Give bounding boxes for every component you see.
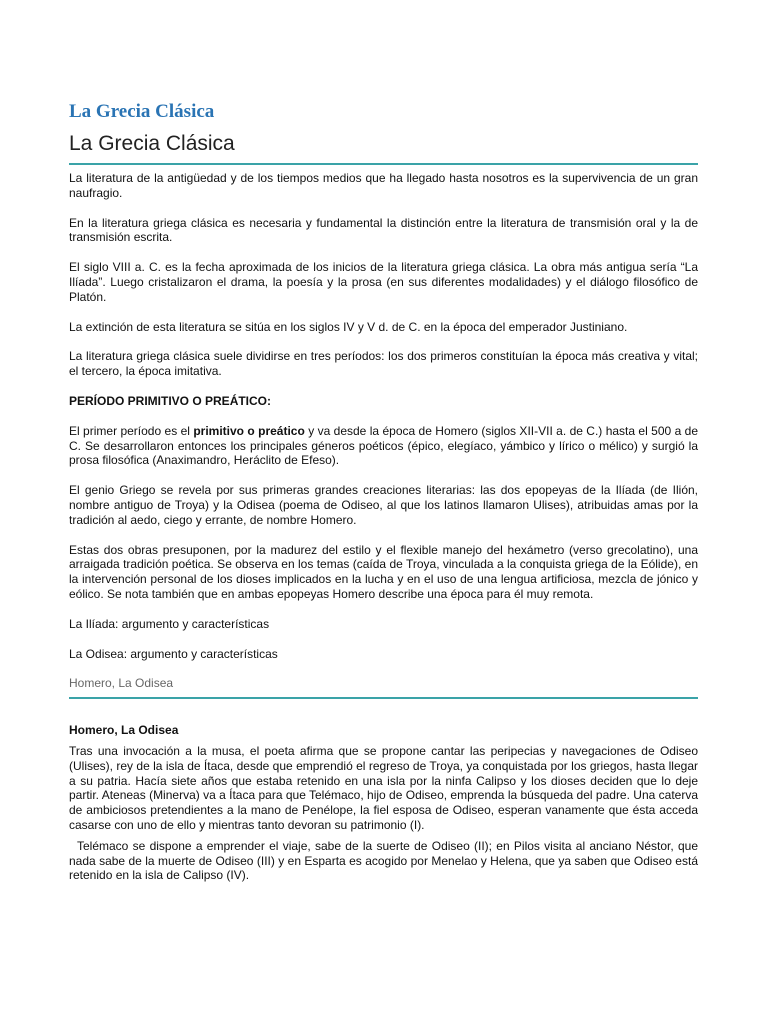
paragraph-intro: La literatura de la antigüedad y de los tiempos medios que ha llegado hasta nosotros es la supervivencia de un gran naufragio. [69,171,698,200]
heading-homero-odisea: Homero, La Odisea [69,723,179,738]
link-odisea[interactable]: La Odisea: argumento y características [69,646,278,661]
document-title: La Grecia Clásica [69,101,215,122]
paragraph-telemaco: Telémaco se dispone a emprender el viaje, sabe de la suerte de Odiseo (II); en Pilos visita al anciano Néstor, que nada sabe de la muerte de Odiseo (III) y en Esparta es acogido por Menelao y Helena, que ya saben que Odiseo está retenido en la isla de Calipso (IV). [69,838,698,883]
paragraph-extincion: La extinción de esta literatura se sitúa en los siglos IV y V d. de C. en la época del emperador Justiniano. [69,319,628,334]
bold-term: primitivo o preático [193,423,305,438]
section-title: La Grecia Clásica [69,131,698,165]
paragraph-text: y va desde la época de Homero (siglos XII-VII a. de C.) hasta el 500 a de C. Se desarrollaron entonces los principales géneros poéticos (épico, elegíaco, yámbico y lírico o mélico) y surgió la prosa filosófica (Anaximandro, Heráclito de Efeso). [69,423,698,468]
paragraph-text: El primer período es el [69,423,194,438]
link-homero-odisea[interactable]: Homero, La Odisea [69,676,174,691]
paragraph-dos-obras: Estas dos obras presuponen, por la madurez del estilo y el flexible manejo del hexámetro (verso grecolatino), una arraigada tradición poética. Se observa en los temas (caída de Troya, vinculada a la conquista griega de la Eólide), en la intervención personal de los dioses implicados en la lucha y en el uso de una lengua artificiosa, mezcla de jónico y eólico. Se nota también que en ambas epopeyas Homero describe una época para él muy remota. [69,542,698,601]
document-content [69,100,698,883]
paragraph-transmission: En la literatura griega clásica es necesaria y fundamental la distinción entre la literatura de transmisión oral y la de transmisión escrita. [69,215,698,245]
paragraph-odisea-resumen: Tras una invocación a la musa, el poeta afirma que se propone cantar las peripecias y navegaciones de Odiseo (Ulises), rey de la isla de Ítaca, desde que emprendió el regreso de Troya, ya conquistada por los griegos, hasta llegar a su patria. Hacía siete años que estaba retenido en una isla por la ninfa Calipso y los dioses deciden que lo deje partir. Ateneas (Minerva) va a Ítaca para que Telémaco, hijo de Odiseo, emprenda la búsqueda del padre. Una caterva de ambiciosos pretendientes a la mano de Penélope, la fiel esposa de Odiseo, esperan vanamente que ésta acceda casarse con uno de ello y mientras tanto devoran su patrimonio (I). [69,743,698,832]
section-divider [69,697,698,699]
paragraph-primer-periodo [69,424,698,468]
paragraph-periodos: La literatura griega clásica suele dividirse en tres períodos: los dos primeros constituían la época más creativa y vital; el tercero, la época imitativa. [69,349,698,379]
paragraph-genio-griego: El genio Griego se revela por sus primeras grandes creaciones literarias: las dos epopeyas de la Ilíada (de Ilión, nombre antiguo de Troya) y la Odisea (poema de Odiseo, al que los latinos llamaron Ulises), atribuidas amas por la tradición al aedo, ciego y errante, de nombre Homero. [69,483,698,527]
heading-periodo-primitivo: PERÍODO PRIMITIVO O PREÁTICO: [69,393,272,408]
link-iliada[interactable]: La Ilíada: argumento y características [69,616,270,631]
paragraph-siglo-viii: El siglo VIII a. C. es la fecha aproximada de los inicios de la literatura griega clásica. La obra más antigua sería “La Ilíada”. Luego cristalizaron el drama, la poesía y la prosa (en sus diferentes modalidades) y el diálogo filosófico de Platón. [69,260,698,304]
